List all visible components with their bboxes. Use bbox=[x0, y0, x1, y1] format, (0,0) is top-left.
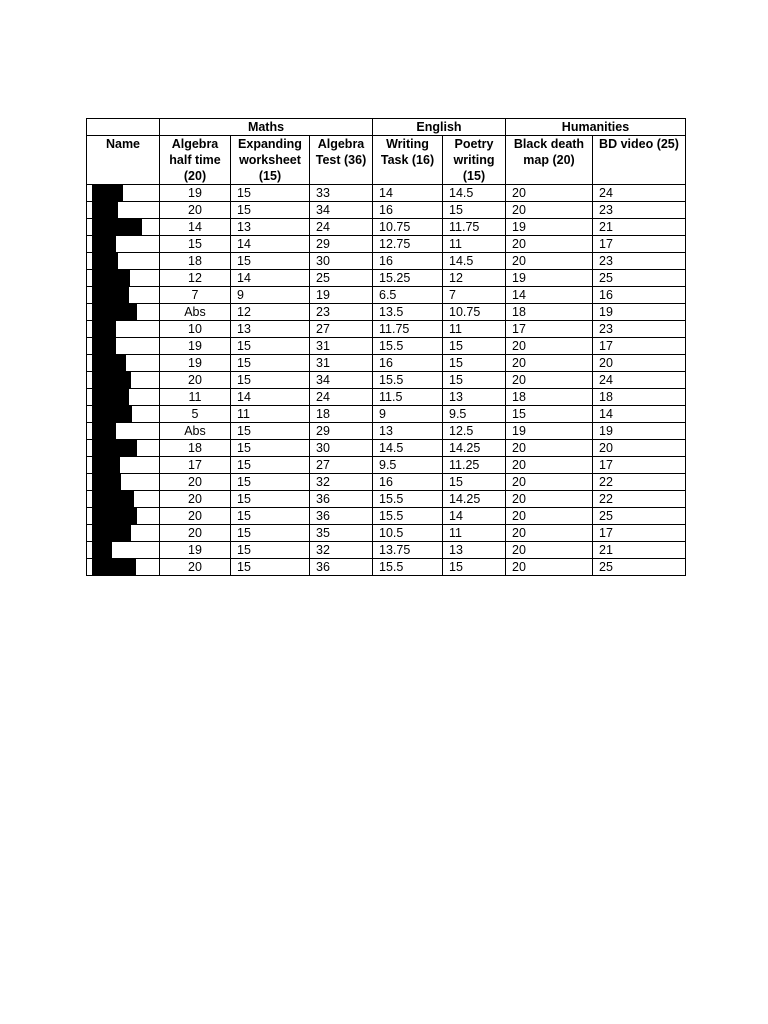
cell-black-death-map: 20 bbox=[506, 508, 593, 525]
name-cell bbox=[87, 389, 160, 406]
cell-black-death-map: 20 bbox=[506, 202, 593, 219]
cell-writing-task: 15.5 bbox=[373, 508, 443, 525]
name-redaction-bar bbox=[92, 202, 118, 218]
cell-algebra-test: 36 bbox=[310, 491, 373, 508]
cell-black-death-map: 20 bbox=[506, 525, 593, 542]
table-row bbox=[87, 304, 686, 321]
name-redaction-bar bbox=[92, 457, 120, 473]
header-poetry-writing: Poetry writing (15) bbox=[443, 136, 506, 185]
name-cell bbox=[87, 372, 160, 389]
cell-expanding-worksheet: 11 bbox=[231, 406, 310, 423]
name-cell bbox=[87, 542, 160, 559]
cell-writing-task: 10.5 bbox=[373, 525, 443, 542]
name-redaction-bar bbox=[92, 338, 116, 354]
cell-expanding-worksheet: 15 bbox=[231, 525, 310, 542]
cell-poetry-writing: 11.75 bbox=[443, 219, 506, 236]
name-cell bbox=[87, 253, 160, 270]
cell-expanding-worksheet: 15 bbox=[231, 559, 310, 576]
cell-expanding-worksheet: 15 bbox=[231, 423, 310, 440]
table-row bbox=[87, 372, 686, 389]
cell-expanding-worksheet: 13 bbox=[231, 321, 310, 338]
name-cell bbox=[87, 236, 160, 253]
cell-algebra-half-time: 20 bbox=[160, 202, 231, 219]
cell-bd-video: 22 bbox=[593, 474, 686, 491]
cell-bd-video: 21 bbox=[593, 219, 686, 236]
name-redaction-bar bbox=[92, 236, 116, 252]
cell-algebra-half-time: 19 bbox=[160, 338, 231, 355]
cell-writing-task: 11.5 bbox=[373, 389, 443, 406]
cell-writing-task: 14 bbox=[373, 185, 443, 202]
cell-algebra-test: 29 bbox=[310, 423, 373, 440]
header-algebra-half-time: Algebra half time (20) bbox=[160, 136, 231, 185]
name-cell bbox=[87, 304, 160, 321]
table-row bbox=[87, 219, 686, 236]
cell-writing-task: 12.75 bbox=[373, 236, 443, 253]
cell-expanding-worksheet: 15 bbox=[231, 440, 310, 457]
cell-algebra-test: 27 bbox=[310, 321, 373, 338]
cell-writing-task: 15.25 bbox=[373, 270, 443, 287]
table-row bbox=[87, 457, 686, 474]
cell-algebra-half-time: 5 bbox=[160, 406, 231, 423]
cell-poetry-writing: 12.5 bbox=[443, 423, 506, 440]
cell-writing-task: 10.75 bbox=[373, 219, 443, 236]
cell-poetry-writing: 10.75 bbox=[443, 304, 506, 321]
cell-bd-video: 16 bbox=[593, 287, 686, 304]
cell-writing-task: 15.5 bbox=[373, 338, 443, 355]
cell-expanding-worksheet: 9 bbox=[231, 287, 310, 304]
header-name: Name bbox=[87, 136, 160, 185]
cell-bd-video: 20 bbox=[593, 440, 686, 457]
cell-poetry-writing: 15 bbox=[443, 355, 506, 372]
table-row bbox=[87, 491, 686, 508]
name-cell bbox=[87, 491, 160, 508]
cell-algebra-test: 27 bbox=[310, 457, 373, 474]
cell-bd-video: 23 bbox=[593, 202, 686, 219]
name-redaction-bar bbox=[92, 525, 131, 541]
table-row bbox=[87, 185, 686, 202]
table-row bbox=[87, 389, 686, 406]
cell-poetry-writing: 9.5 bbox=[443, 406, 506, 423]
cell-expanding-worksheet: 15 bbox=[231, 253, 310, 270]
cell-algebra-half-time: 18 bbox=[160, 440, 231, 457]
cell-black-death-map: 19 bbox=[506, 219, 593, 236]
cell-poetry-writing: 13 bbox=[443, 542, 506, 559]
cell-bd-video: 19 bbox=[593, 423, 686, 440]
name-redaction-bar bbox=[92, 542, 112, 558]
cell-algebra-half-time: 19 bbox=[160, 355, 231, 372]
cell-algebra-half-time: 17 bbox=[160, 457, 231, 474]
cell-poetry-writing: 14.25 bbox=[443, 491, 506, 508]
cell-poetry-writing: 11.25 bbox=[443, 457, 506, 474]
cell-black-death-map: 20 bbox=[506, 338, 593, 355]
cell-writing-task: 15.5 bbox=[373, 491, 443, 508]
table-row bbox=[87, 355, 686, 372]
cell-poetry-writing: 14.25 bbox=[443, 440, 506, 457]
cell-poetry-writing: 7 bbox=[443, 287, 506, 304]
cell-algebra-test: 24 bbox=[310, 389, 373, 406]
cell-bd-video: 24 bbox=[593, 185, 686, 202]
cell-expanding-worksheet: 15 bbox=[231, 372, 310, 389]
name-cell bbox=[87, 406, 160, 423]
cell-bd-video: 17 bbox=[593, 338, 686, 355]
cell-bd-video: 23 bbox=[593, 321, 686, 338]
cell-poetry-writing: 14 bbox=[443, 508, 506, 525]
cell-writing-task: 9 bbox=[373, 406, 443, 423]
header-expanding-worksheet: Expanding worksheet (15) bbox=[231, 136, 310, 185]
cell-algebra-test: 33 bbox=[310, 185, 373, 202]
table-row bbox=[87, 508, 686, 525]
cell-algebra-half-time: 15 bbox=[160, 236, 231, 253]
group-humanities: Humanities bbox=[506, 119, 686, 136]
table-row bbox=[87, 253, 686, 270]
name-redaction-bar bbox=[92, 491, 134, 507]
cell-bd-video: 17 bbox=[593, 457, 686, 474]
cell-expanding-worksheet: 15 bbox=[231, 491, 310, 508]
table-row bbox=[87, 321, 686, 338]
table-row bbox=[87, 423, 686, 440]
cell-algebra-half-time: 14 bbox=[160, 219, 231, 236]
cell-black-death-map: 20 bbox=[506, 372, 593, 389]
cell-writing-task: 13.5 bbox=[373, 304, 443, 321]
cell-poetry-writing: 15 bbox=[443, 559, 506, 576]
name-redaction-bar bbox=[92, 423, 116, 439]
cell-algebra-test: 36 bbox=[310, 508, 373, 525]
name-redaction-bar bbox=[92, 321, 116, 337]
cell-bd-video: 14 bbox=[593, 406, 686, 423]
cell-black-death-map: 15 bbox=[506, 406, 593, 423]
cell-algebra-test: 31 bbox=[310, 355, 373, 372]
cell-poetry-writing: 14.5 bbox=[443, 253, 506, 270]
name-redaction-bar bbox=[92, 474, 121, 490]
cell-bd-video: 19 bbox=[593, 304, 686, 321]
cell-poetry-writing: 11 bbox=[443, 236, 506, 253]
cell-bd-video: 22 bbox=[593, 491, 686, 508]
cell-black-death-map: 19 bbox=[506, 270, 593, 287]
table-row bbox=[87, 542, 686, 559]
name-cell bbox=[87, 321, 160, 338]
cell-black-death-map: 20 bbox=[506, 253, 593, 270]
cell-bd-video: 25 bbox=[593, 270, 686, 287]
cell-bd-video: 23 bbox=[593, 253, 686, 270]
name-redaction-bar bbox=[92, 559, 136, 575]
cell-black-death-map: 18 bbox=[506, 304, 593, 321]
cell-writing-task: 16 bbox=[373, 202, 443, 219]
table-row bbox=[87, 202, 686, 219]
name-cell bbox=[87, 423, 160, 440]
name-redaction-bar bbox=[92, 389, 129, 405]
cell-algebra-test: 34 bbox=[310, 202, 373, 219]
cell-poetry-writing: 13 bbox=[443, 389, 506, 406]
header-bd-video: BD video (25) bbox=[593, 136, 686, 185]
name-cell bbox=[87, 474, 160, 491]
name-redaction-bar bbox=[92, 355, 126, 371]
cell-algebra-test: 32 bbox=[310, 474, 373, 491]
cell-writing-task: 15.5 bbox=[373, 559, 443, 576]
table-row bbox=[87, 525, 686, 542]
cell-poetry-writing: 11 bbox=[443, 525, 506, 542]
cell-expanding-worksheet: 15 bbox=[231, 508, 310, 525]
cell-bd-video: 20 bbox=[593, 355, 686, 372]
cell-black-death-map: 20 bbox=[506, 236, 593, 253]
cell-algebra-test: 36 bbox=[310, 559, 373, 576]
name-cell bbox=[87, 440, 160, 457]
cell-writing-task: 13 bbox=[373, 423, 443, 440]
cell-black-death-map: 20 bbox=[506, 559, 593, 576]
cell-poetry-writing: 11 bbox=[443, 321, 506, 338]
cell-algebra-half-time: Abs bbox=[160, 423, 231, 440]
cell-black-death-map: 14 bbox=[506, 287, 593, 304]
subject-group-row bbox=[87, 119, 686, 136]
cell-bd-video: 25 bbox=[593, 508, 686, 525]
cell-poetry-writing: 12 bbox=[443, 270, 506, 287]
cell-expanding-worksheet: 15 bbox=[231, 338, 310, 355]
cell-algebra-test: 31 bbox=[310, 338, 373, 355]
cell-algebra-test: 18 bbox=[310, 406, 373, 423]
table-row bbox=[87, 338, 686, 355]
cell-bd-video: 17 bbox=[593, 236, 686, 253]
cell-black-death-map: 20 bbox=[506, 355, 593, 372]
cell-algebra-test: 24 bbox=[310, 219, 373, 236]
group-english: English bbox=[373, 119, 506, 136]
table-row bbox=[87, 270, 686, 287]
cell-algebra-test: 34 bbox=[310, 372, 373, 389]
cell-writing-task: 14.5 bbox=[373, 440, 443, 457]
cell-algebra-test: 23 bbox=[310, 304, 373, 321]
name-cell bbox=[87, 287, 160, 304]
cell-expanding-worksheet: 14 bbox=[231, 389, 310, 406]
cell-algebra-half-time: 20 bbox=[160, 474, 231, 491]
name-cell bbox=[87, 525, 160, 542]
cell-writing-task: 13.75 bbox=[373, 542, 443, 559]
cell-expanding-worksheet: 12 bbox=[231, 304, 310, 321]
cell-writing-task: 6.5 bbox=[373, 287, 443, 304]
name-redaction-bar bbox=[92, 253, 118, 269]
table-row bbox=[87, 236, 686, 253]
name-cell bbox=[87, 202, 160, 219]
cell-algebra-half-time: 20 bbox=[160, 508, 231, 525]
cell-black-death-map: 20 bbox=[506, 542, 593, 559]
cell-algebra-half-time: 11 bbox=[160, 389, 231, 406]
cell-writing-task: 9.5 bbox=[373, 457, 443, 474]
header-algebra-test: Algebra Test (36) bbox=[310, 136, 373, 185]
cell-writing-task: 16 bbox=[373, 355, 443, 372]
header-writing-task: Writing Task (16) bbox=[373, 136, 443, 185]
cell-poetry-writing: 15 bbox=[443, 202, 506, 219]
cell-algebra-half-time: 10 bbox=[160, 321, 231, 338]
cell-algebra-half-time: 19 bbox=[160, 542, 231, 559]
grades-body bbox=[87, 185, 686, 576]
cell-expanding-worksheet: 15 bbox=[231, 202, 310, 219]
cell-black-death-map: 17 bbox=[506, 321, 593, 338]
column-header-row bbox=[87, 136, 686, 185]
cell-algebra-test: 25 bbox=[310, 270, 373, 287]
cell-algebra-test: 29 bbox=[310, 236, 373, 253]
name-redaction-bar bbox=[92, 440, 137, 456]
cell-algebra-test: 35 bbox=[310, 525, 373, 542]
name-cell bbox=[87, 338, 160, 355]
cell-expanding-worksheet: 14 bbox=[231, 236, 310, 253]
name-redaction-bar bbox=[92, 185, 123, 201]
cell-writing-task: 15.5 bbox=[373, 372, 443, 389]
cell-bd-video: 17 bbox=[593, 525, 686, 542]
cell-algebra-test: 30 bbox=[310, 253, 373, 270]
cell-algebra-half-time: 19 bbox=[160, 185, 231, 202]
cell-writing-task: 16 bbox=[373, 474, 443, 491]
cell-bd-video: 21 bbox=[593, 542, 686, 559]
name-cell bbox=[87, 508, 160, 525]
cell-algebra-half-time: 12 bbox=[160, 270, 231, 287]
cell-black-death-map: 19 bbox=[506, 423, 593, 440]
name-redaction-bar bbox=[92, 304, 137, 320]
cell-black-death-map: 20 bbox=[506, 491, 593, 508]
cell-expanding-worksheet: 13 bbox=[231, 219, 310, 236]
grades-table bbox=[86, 118, 686, 576]
cell-expanding-worksheet: 15 bbox=[231, 185, 310, 202]
cell-algebra-half-time: 20 bbox=[160, 372, 231, 389]
cell-expanding-worksheet: 14 bbox=[231, 270, 310, 287]
name-redaction-bar bbox=[92, 508, 137, 524]
name-cell bbox=[87, 219, 160, 236]
cell-algebra-half-time: 20 bbox=[160, 525, 231, 542]
cell-poetry-writing: 14.5 bbox=[443, 185, 506, 202]
cell-black-death-map: 20 bbox=[506, 185, 593, 202]
name-redaction-bar bbox=[92, 372, 131, 388]
cell-bd-video: 18 bbox=[593, 389, 686, 406]
name-cell bbox=[87, 559, 160, 576]
table-row bbox=[87, 406, 686, 423]
table-row bbox=[87, 287, 686, 304]
name-redaction-bar bbox=[92, 270, 130, 286]
cell-poetry-writing: 15 bbox=[443, 474, 506, 491]
cell-writing-task: 11.75 bbox=[373, 321, 443, 338]
cell-black-death-map: 20 bbox=[506, 457, 593, 474]
cell-algebra-half-time: 18 bbox=[160, 253, 231, 270]
name-cell bbox=[87, 185, 160, 202]
cell-black-death-map: 20 bbox=[506, 474, 593, 491]
name-redaction-bar bbox=[92, 219, 142, 235]
cell-algebra-half-time: 20 bbox=[160, 491, 231, 508]
cell-algebra-half-time: Abs bbox=[160, 304, 231, 321]
cell-algebra-half-time: 7 bbox=[160, 287, 231, 304]
cell-expanding-worksheet: 15 bbox=[231, 542, 310, 559]
name-redaction-bar bbox=[92, 287, 129, 303]
cell-poetry-writing: 15 bbox=[443, 372, 506, 389]
cell-writing-task: 16 bbox=[373, 253, 443, 270]
cell-algebra-test: 32 bbox=[310, 542, 373, 559]
table-row bbox=[87, 474, 686, 491]
cell-algebra-test: 30 bbox=[310, 440, 373, 457]
name-redaction-bar bbox=[92, 406, 132, 422]
cell-black-death-map: 18 bbox=[506, 389, 593, 406]
group-spacer bbox=[87, 119, 160, 136]
cell-algebra-test: 19 bbox=[310, 287, 373, 304]
cell-bd-video: 24 bbox=[593, 372, 686, 389]
header-black-death-map: Black death map (20) bbox=[506, 136, 593, 185]
cell-algebra-half-time: 20 bbox=[160, 559, 231, 576]
cell-expanding-worksheet: 15 bbox=[231, 355, 310, 372]
cell-expanding-worksheet: 15 bbox=[231, 474, 310, 491]
name-cell bbox=[87, 355, 160, 372]
name-cell bbox=[87, 270, 160, 287]
cell-bd-video: 25 bbox=[593, 559, 686, 576]
cell-black-death-map: 20 bbox=[506, 440, 593, 457]
group-maths: Maths bbox=[160, 119, 373, 136]
table-row bbox=[87, 440, 686, 457]
table-row bbox=[87, 559, 686, 576]
cell-expanding-worksheet: 15 bbox=[231, 457, 310, 474]
name-cell bbox=[87, 457, 160, 474]
cell-poetry-writing: 15 bbox=[443, 338, 506, 355]
